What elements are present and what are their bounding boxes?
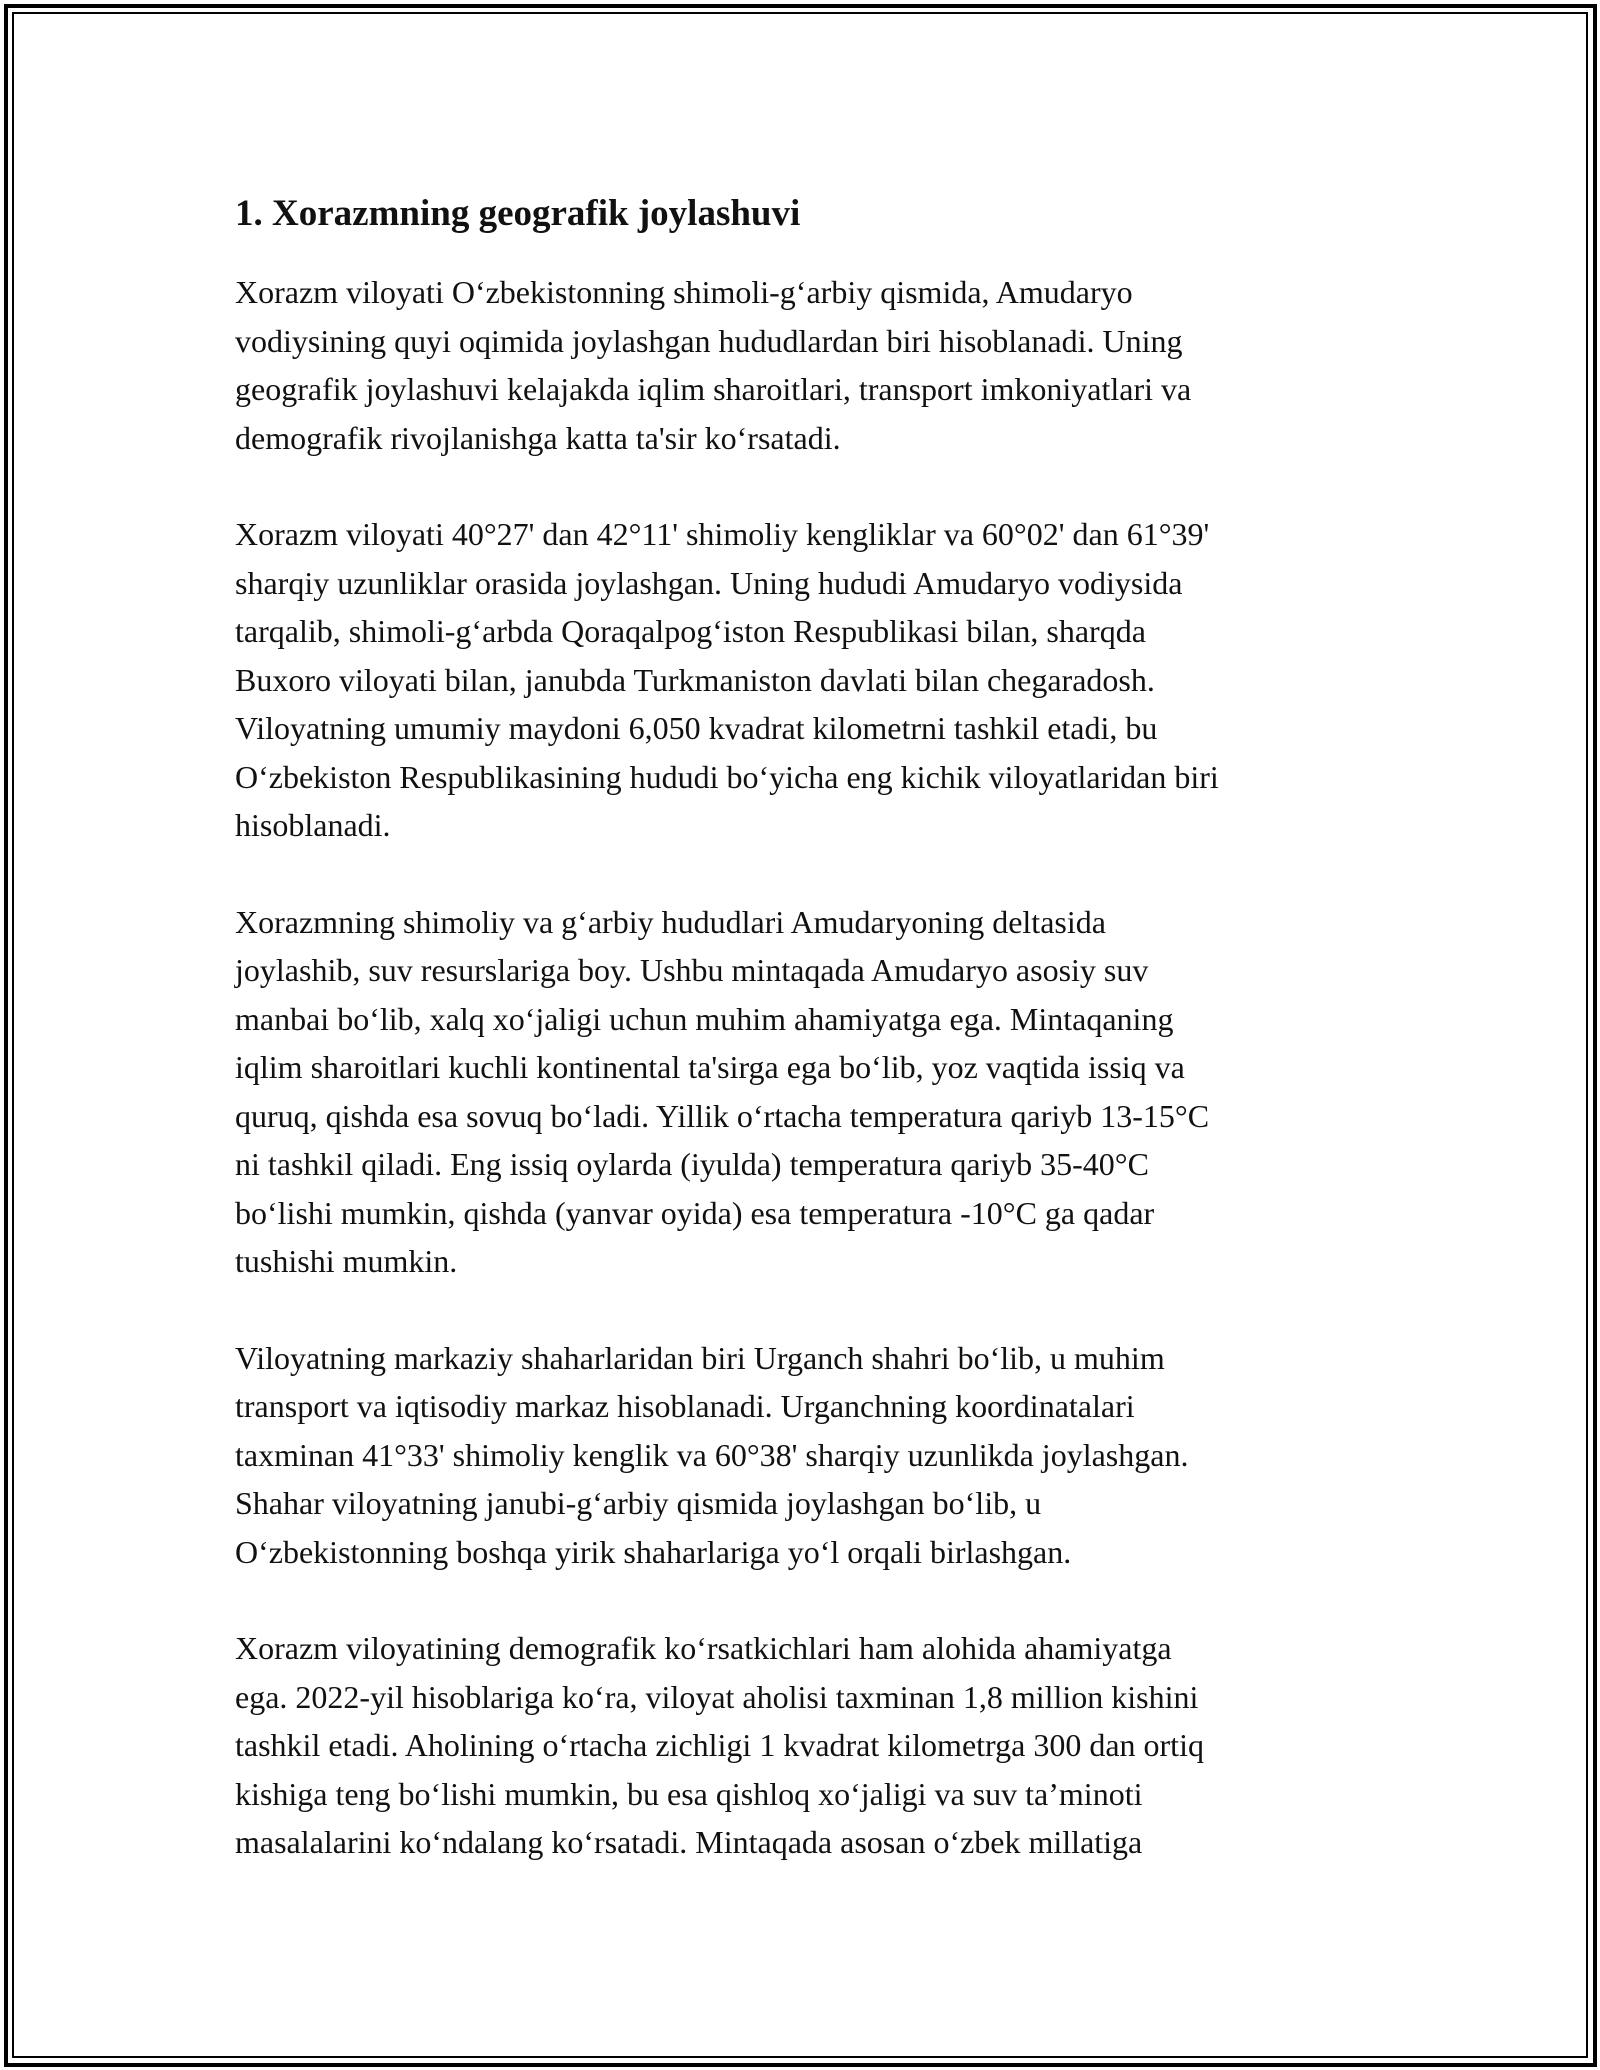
section-heading: 1. Xorazmning geografik joylashuvi xyxy=(235,193,801,234)
paragraph-demographics: Xorazm viloyatining demografik ko‘rsatkichlari ham alohida ahamiyatga ega. 2022-yil hisoblariga ko‘ra, viloyat aholisi taxminan 1,8 million kishini tashkil etadi. Aholining o‘rtacha zichligi 1 kvadrat kilometrga 300 dan ortiq kishiga teng bo‘lishi mumkin, bu esa qishloq xo‘jaligi va suv ta’minoti masalalarini ko‘ndalang ko‘rsatadi. Mintaqada asosan o‘zbek millatiga xyxy=(235,1630,1204,1860)
paragraph-coordinates-borders: Xorazm viloyati 40°27' dan 42°11' shimoliy kengliklar va 60°02' dan 61°39' sharqiy uzunliklar orasida joylashgan. Uning hududi Amudaryo vodiysida tarqalib, shimoli-g‘arbda Qoraqalpog‘iston Respublikasi bilan, sharqda Buxoro viloyati bilan, janubda Turkmaniston davlati bilan chegaradosh. Viloyatning umumiy maydoni 6,050 kvadrat kilometrni tashkil etadi, bu O‘zbekiston Respublikasining hududi bo‘yicha eng kichik viloyatlaridan biri hisoblanadi. xyxy=(235,516,1219,843)
paragraph-climate: Xorazmning shimoliy va g‘arbiy hududlari Amudaryoning deltasida joylashib, suv resurslariga boy. Ushbu mintaqada Amudaryo asosiy suv manbai bo‘lib, xalq xo‘jaligi uchun muhim ahamiyatga ega. Mintaqaning iqlim sharoitlari kuchli kontinental ta'sirga ega bo‘lib, yoz vaqtida issiq va quruq, qishda esa sovuq bo‘ladi. Yillik o‘rtacha temperatura qariyb 13-15°C ni tashkil qiladi. Eng issiq oylarda (iyulda) temperatura qariyb 35-40°C bo‘lishi mumkin, qishda (yanvar oyida) esa temperatura -10°C ga qadar tushishi mumkin. xyxy=(235,903,1210,1279)
document-body xyxy=(235,186,1375,1915)
paragraph-urganch-city: Viloyatning markaziy shaharlaridan biri Urganch shahri bo‘lib, u muhim transport va iqtisodiy markaz hisoblanadi. Urganchning koordinatalari taxminan 41°33' shimoliy kenglik va 60°38' sharqiy uzunlikda joylashgan. Shahar viloyatning janubi-g‘arbiy qismida joylashgan bo‘lib, u O‘zbekistonning boshqa yirik shaharlariga yo‘l orqali birlashgan. xyxy=(235,1339,1189,1570)
paragraph-location-intro: Xorazm viloyati O‘zbekistonning shimoli-g‘arbiy qismida, Amudaryo vodiysining quyi oqimida joylashgan hududlardan biri hisoblanadi. Uning geografik joylashuvi kelajakda iqlim sharoitlari, transport imkoniyatlari va demografik rivojlanishga katta ta'sir ko‘rsatadi. xyxy=(235,274,1192,456)
